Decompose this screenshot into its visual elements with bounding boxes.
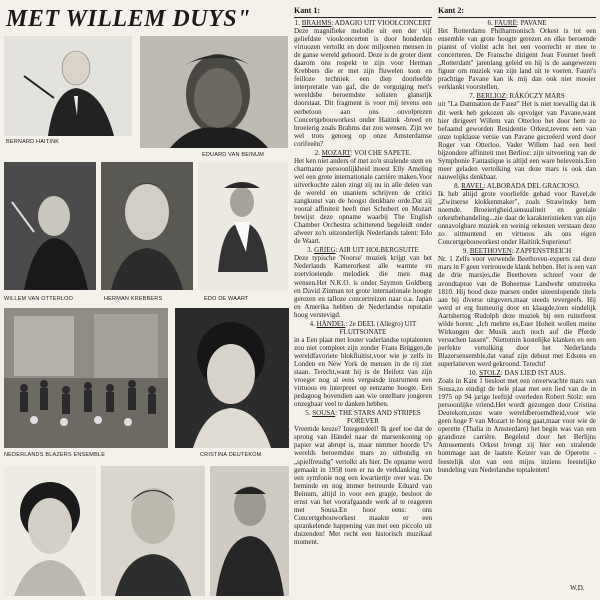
photo-jean-fournet (210, 466, 289, 596)
track-entry (294, 320, 432, 409)
track-entry (294, 19, 432, 148)
track-description: Nr. 1 Zelfs voor verwende Beethoven-experts zal deze mars in F geen vertrouwde klank hebben. Het is een van de drie marsjes,die Beethoven schreef voor de avondtaptoe van de Boheemse Landwehr omstreeks 1810. Hij bood deze marsen onder uiteenlopende titels aan bij diverse uitgevers,maar steeds tevergeefs. Hij werd er erg humeurig door en klaagde,toen eindelijk Aartshertog Rudolph deze muziek bij een ruiterfeest wilde horen: „Ich mehrte es,Euer Hoheit wollen meine Wirkungen der Musik auch noch auf die Pferde versuchen lassen". Niettemin kostelijke klanken en een perfekte vertolking door het Nederlands Blazersensemble,dat vanaf zijn debuut met Edsons en superlatieven werd gekroond. Terecht! (438, 255, 596, 368)
kant2-column (438, 19, 596, 579)
track-title: : AIR UIT HOLBERGSUITE (335, 246, 419, 255)
track-heading (294, 149, 432, 157)
portrait-icon (101, 466, 205, 596)
track-description: in a Een plaat met louter vaderlandse toptalenten zou niet compleet zijn zonder Frans Brüggen,de wereldfavoriete blokfluitist,voor wie je zelfs in Londen en New York de mensen in de rij ziet staan. Terecht,want hij is de Heifetz van zijn vroeger nog al eens verguisde instrument een virtuoos en interpreet op eenzame hoogte. Een pedagoog bovendien aan wie ontelbare jongeren onzegbaar veel te danken hebben. (294, 335, 432, 409)
portrait-icon (140, 36, 288, 148)
track-title: : ADAGIO UIT VIOOLCONCERT (331, 19, 432, 27)
portrait-icon (101, 162, 193, 290)
page-title: MET WILLEM DUYS" (6, 6, 251, 32)
caption-beinum: EDUARD VAN BEINUM (202, 152, 264, 158)
portrait-icon (210, 466, 289, 596)
track-title: : RÁKÓCZY MARS (505, 92, 565, 101)
group-photo-icon (4, 308, 168, 448)
track-heading (294, 320, 432, 336)
track-number: 2. (314, 148, 320, 157)
photo-blazers-ensemble (4, 308, 168, 448)
track-entry (438, 182, 596, 246)
track-number: 8. (454, 181, 460, 190)
track-heading (438, 92, 596, 100)
track-number: 1. (294, 19, 301, 27)
track-number: 10. (468, 369, 478, 378)
track-number: 6. (487, 19, 493, 27)
kant2-rule (438, 17, 596, 18)
track-title: : ALBORADA DEL GRACIOSO. (483, 181, 580, 190)
signature: W.D. (570, 584, 585, 592)
caption-waart: EDO DE WAART (204, 296, 249, 302)
photo-willem-van-otterloo (4, 162, 96, 290)
caption-haitink: BERNARD HAITINK (6, 139, 60, 145)
track-description: Ik heb altijd grote voorliefde gehad voor Ravel,de „Zwitserse klokkenmaker", zoals Strawinsky hem noemde. Broeierigheid,sensualiteit en geniale orkestbehandeling...zie daar de karakteristieken van zijn onnavolgbare muziek en weinig orkesten verstaan deze zo uitmuntend en virtuoos als ons eigen Concertgebouworkest onder Haitink.Superieur! (438, 189, 596, 247)
composer-name: RAVEL (461, 181, 484, 190)
composer-name: STOLZ (479, 369, 501, 378)
track-description: Zoals in Kant 1 besloot met een onverwachte mars van Sousa,zo eindigt de hele plaat met een lied van de in 1975 op 94 jarige leeftijd overleden Robert Stolz: een persoonlijke vriend.Het wordt gezongen door Cristina Deutekom,onze ware wereldberoemdheid,voor wie geen hoge F van Mozart te hoog gaat,maar voor wie de operette (Thalia in Amsterdam) het begin was van een grandioze carrière. Begeleid door het Berlijns Amusements Orkest brengt zij hier een stralende hommage aan de laatste Keizer van de Operette -feestelijk slot van een mijns inziens feestelijke bundeling van Nederlandse toptalenten! (438, 377, 596, 474)
track-number: 7. (469, 92, 475, 101)
track-heading (438, 369, 596, 377)
track-number: 4. (309, 319, 315, 328)
track-title: : VOI CHE SAPETE. (350, 148, 412, 157)
photo-frans-bruggen (101, 466, 205, 596)
kant1-column (294, 19, 432, 599)
track-title: : PAVANE (516, 19, 547, 27)
photo-edo-de-waart (198, 162, 288, 290)
track-description: Vreemde keuze? Integendeel! Ik geef toe dat de sprong van Händel naar de marsenkoning op papier wat abrupt is, maar nimmer hoorde U's werelds beroemdste mars zo uitbundig en „spielfreudig" vertolkt als hier. De opname werd gemaakt in 1958 toen er na de verklanking van een symfonie nog een kwartiertje over was. De beminde en nog immer betreurde Eduard van Beinum, altijd in voor een grapje, besloot de ernst van het voorafgaande werk af te reageren met Sousa.En hoor eens: ons Concertgebouworkest maakte er een sprankelende happening van met een piccolo uit duizenden! Met recht een historisch muzikaal moment. (294, 425, 432, 546)
track-heading (294, 246, 432, 254)
composer-name: BEETHOVEN (469, 247, 512, 256)
composer-name: BRAHMS (301, 19, 332, 27)
track-entry (438, 247, 596, 368)
photo-cristina-deutekom (175, 308, 289, 448)
track-heading (438, 182, 596, 190)
composer-name: GRIEG (314, 246, 336, 255)
track-entry (438, 92, 596, 181)
kant1-rule (294, 17, 432, 18)
track-heading (294, 409, 432, 425)
track-entry (294, 409, 432, 546)
photo-herman-krebbers (101, 162, 193, 290)
composer-name: MOZART (321, 148, 351, 157)
photo-bernard-haitink (4, 36, 132, 136)
track-number: 5. (305, 409, 311, 418)
track-entry (438, 369, 596, 474)
track-number: 9. (462, 247, 469, 256)
track-title: : ZAPFENSTREICH (511, 247, 572, 256)
composer-name: BERLIOZ (476, 92, 506, 101)
track-heading (438, 247, 596, 255)
track-title: : 2e DEEL (Allegro) UIT FLUITSONATE (339, 319, 417, 336)
track-description: Deze typische 'Noorse' muziek krijgt van het Nederlands Kamerorkest alle warmte en zoetvloeiende melodiek die men mag wensen.Het N.K.O. is onder Szymon Goldberg en David Zinman tot grote internationale hoogte gerezen en talloze concertreizen naar o.a. Japan en Amerika hebben de Nederlandse reputatie hoog verstevigd. (294, 254, 432, 319)
portrait-icon (4, 162, 96, 290)
portrait-icon (4, 36, 132, 136)
track-description: uit "La Damnation de Faust" Het is niet toevallig dat ik dit werk heb gekozen als opvolger van Pavane,want hier dirigeert Willem van Otterloo het door hem zo befaamd geworden Residentie Orkest,tevens een van onze topklasse versie van Pavane gecreëerd werd door Roger van Otterloo. Vader Willem had een heel bijzondere affiniteit met Berlioz: zijn uitvoering van de Symphonie Fantastique is altijd een ware belevenis.Een meer geladen vertolking van deze mars is ook dan nauwelijks denkbaar. (438, 100, 596, 181)
portrait-icon (4, 466, 96, 596)
track-description: Het Rotterdams Philharmonisch Orkest is tot een ensemble van grote hoogte gerezen en elke beroemde pianist of violist acht het een voorrecht er mee te concerteren. De Fransche dirigent Jean Fournet heeft „Rotterdam" jarenlang geleid en hij is de aangewezen figuur om muziek van zijn land uit te voeren. Fauré's prachtige Pavane kan ik mij dan ook niet mooier verklankt voorstellen. (438, 27, 596, 92)
composer-name: FAURÉ (494, 19, 517, 27)
composer-name: SOUSA (312, 409, 336, 418)
track-entry (294, 246, 432, 318)
composer-name: HÄNDEL (316, 319, 346, 328)
track-description: Het ken niet anders of met zo'n stralende stem en charmante persoonlijkheid moest Elly Ameling wel een grote internationale carrière maken.Voor uitverkochte zalen zingt zij nu in alle delen van de wereld en unaniem schrijven de critici zangkunst van de hoogst denkbare orde.Dat zij vooral affiniteit heeft met Schubert en Mozart bewijst deze opname waarbij The English Chamber Orchestra schitterend begeleidt onder alweer zo'n uitzonderlijk Nederlands talent: Edo de Waart. (294, 156, 432, 246)
track-heading (438, 19, 596, 27)
caption-blazers: NEDERLANDS BLAZERS ENSEMBLE (4, 452, 106, 458)
caption-deutekom: CRISTINA DEUTEKOM (200, 452, 262, 458)
track-heading (294, 19, 432, 27)
photo-eduard-van-beinum (140, 36, 288, 148)
track-number: 3. (307, 246, 313, 255)
track-title: : DAS LIED IST AUS. (500, 369, 566, 378)
portrait-icon (175, 308, 289, 448)
track-entry (438, 19, 596, 91)
photo-elly-ameling (4, 466, 96, 596)
track-entry (294, 149, 432, 246)
kant2-heading: Kant 2: (438, 6, 464, 15)
caption-krebbers: HERMAN KREBBERS (104, 296, 163, 302)
caption-otterloo: WILLEM VAN OTTERLOO (4, 296, 74, 302)
track-title: : THE STARS AND STRIPES FOREVER (335, 409, 421, 426)
track-description: Deze magnifieke melodie uit een der vijf geliefdste vioolconcerten is door honderden virtuozen vertolkt en door miljoenen mensen in de ganse wereld gehoord. Deze is de groter dient daarom ons respekt te zijn voor Herman Krebbers die er met zijn fluwelen toon en feilloze techniek een diep doorleefde interpretatie van gaf, die de verguiging met's wereldsbe beroemdste solisten glansrijk doorstaat. Dit fragment is voor mij tevens een eerbetoon aan ons onvolprezen Concertgebouworkest onder Haitink -breed en broeierig zoals Brahms dat zou wensen. Zijn we wel trots genoeg op onze Amsterdamse corifeeën? (294, 27, 432, 148)
portrait-icon (198, 162, 288, 290)
kant1-heading: Kant 1: (294, 6, 320, 15)
